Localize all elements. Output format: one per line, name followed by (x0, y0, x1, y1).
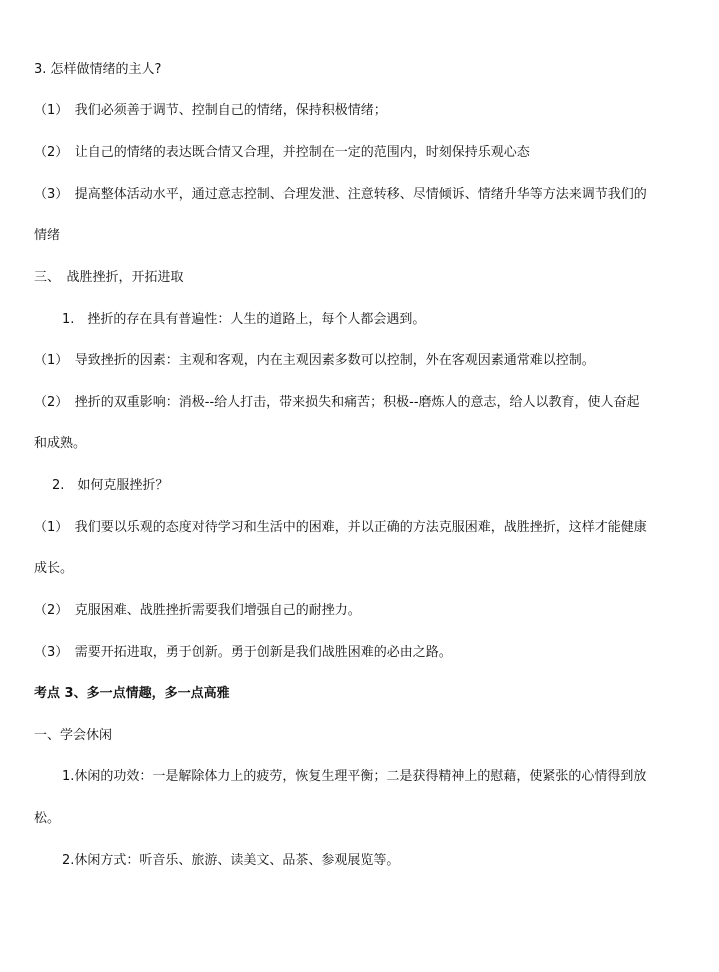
paragraph-line: （1） 我们必须善于调节、控制自己的情绪，保持积极情绪； (34, 103, 387, 118)
paragraph-line: 和成熟。 (34, 436, 87, 451)
section-heading-overcome-setbacks: 三、 战胜挫折，开拓进取 (34, 270, 184, 285)
exam-point-heading: 考点 3、多一点情趣，多一点高雅 (34, 686, 230, 701)
paragraph-line: （3） 提高整体活动水平，通过意志控制、合理发泄、注意转移、尽情倾诉、情绪升华等方法来调节我们的 (34, 187, 647, 202)
paragraph-line: 2.休闲方式：听音乐、旅游、读美文、品茶、参观展览等。 (62, 853, 400, 868)
subheading-setback-universality: 1. 挫折的存在具有普遍性：人生的道路上，每个人都会遇到。 (62, 312, 426, 327)
paragraph-line: （1） 导致挫折的因素：主观和客观，内在主观因素多数可以控制，外在客观因素通常难以控制。 (34, 353, 595, 368)
paragraph-line: （2） 让自己的情绪的表达既合情又合理，并控制在一定的范围内，时刻保持乐观心态 (34, 145, 530, 160)
paragraph-line: 松。 (34, 811, 61, 826)
paragraph-line: （3） 需要开拓进取，勇于创新。勇于创新是我们战胜困难的必由之路。 (34, 645, 452, 660)
paragraph-line: （2） 克服困难、战胜挫折需要我们增强自己的耐挫力。 (34, 603, 361, 618)
subheading-how-to-overcome: 2. 如何克服挫折？ (52, 478, 169, 493)
heading-emotion-master: 3. 怎样做情绪的主人? (34, 62, 162, 77)
paragraph-line: 情绪 (34, 228, 61, 243)
paragraph-line: （2） 挫折的双重影响：消极--给人打击，带来损失和痛苦；积极--磨炼人的意志，给人以教育，使人奋起 (34, 395, 640, 410)
paragraph-line: （1） 我们要以乐观的态度对待学习和生活中的困难，并以正确的方法克服困难，战胜挫折，这样才能健康 (34, 520, 647, 535)
paragraph-line: 成长。 (34, 561, 74, 576)
paragraph-line: 1.休闲的功效：一是解除体力上的疲劳，恢复生理平衡；二是获得精神上的慰藉，使紧张的心情得到放 (62, 769, 647, 784)
section-heading-leisure: 一、学会休闲 (34, 728, 113, 743)
